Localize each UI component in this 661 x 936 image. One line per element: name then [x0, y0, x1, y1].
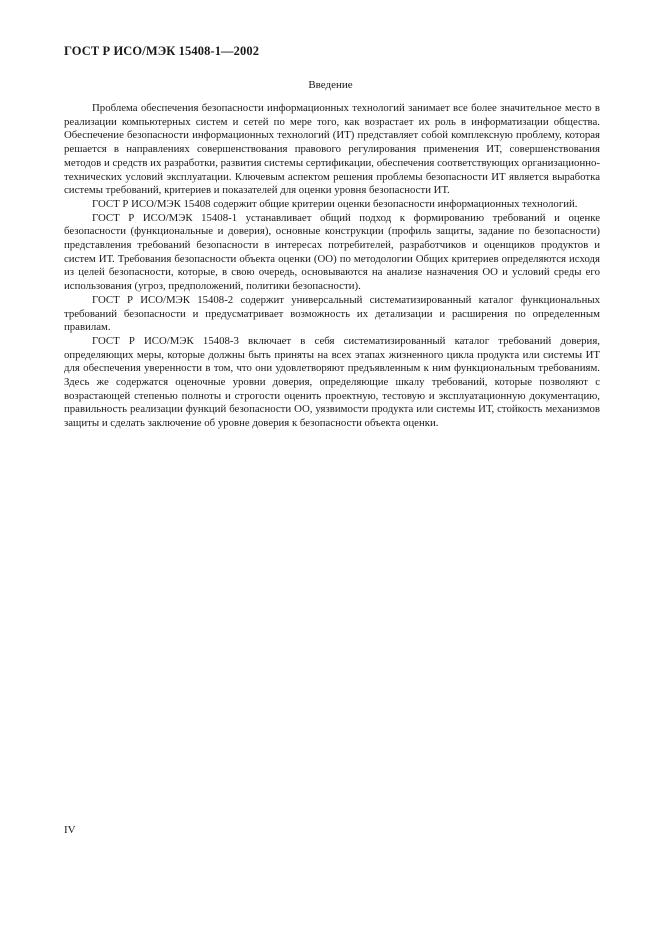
page-number: IV	[64, 824, 76, 836]
paragraph: ГОСТ Р ИСО/МЭК 15408 содержит общие критерии оценки безопасности информационных технологий.	[92, 197, 578, 210]
paragraph: ГОСТ Р ИСО/МЭК 15408-3 включает в себя систематизированный каталог требований доверия, определяющих меры, которые должны быть приняты на всех этапах жизненного цикла продукта или системы ИТ для обеспечения уверенности в том, что они удовлетворяют предъявленным к ним функциональным требованиям. Здесь же содержатся оценочные уровни доверия, определяющие шкалу требований, которые позволяют с возрастающей степенью полноты и строгости оценить проектную, тестовую и эксплуатационную документацию, правильность реализации функций безопасности ОО, уязвимости продукта или системы ИТ, стойкость механизмов защиты и сделать заключение об уровне доверия к безопасности объекта оценки.	[64, 334, 600, 430]
section-title: Введение	[308, 79, 353, 91]
body-text	[64, 102, 600, 431]
paragraph: Проблема обеспечения безопасности информационных технологий занимает все более значительное место в реализации компьютерных систем и сетей по мере того, как возрастает их роль в информатизации общества. Обеспечение безопасности информационных технологий (ИТ) представляет собой комплексную проблему, которая решается в направлениях совершенствования правового регулирования применения ИТ, совершенствования методов и средств их разработки, развития системы сертификации, обеспечения соответствующих организационно-технических условий эксплуатации. Ключевым аспектом решения проблемы безопасности ИТ является выработка системы требований, критериев и показателей для оценки уровня безопасности ИТ.	[64, 102, 600, 197]
document-header: ГОСТ Р ИСО/МЭК 15408-1—2002	[64, 44, 260, 58]
paragraph: ГОСТ Р ИСО/МЭК 15408-2 содержит универсальный систематизированный каталог функциональных требований безопасности и предусматривает возможность их детализации и расширения по определенным правилам.	[64, 293, 600, 334]
paragraph: ГОСТ Р ИСО/МЭК 15408-1 устанавливает общий подход к формированию требований и оценке безопасности (функциональные и доверия), основные конструкции (профиль защиты, задание по безопасности) представления требований безопасности в интересах потребителей, разработчиков и оценщиков продуктов и систем ИТ. Требования безопасности объекта оценки (ОО) по методологии Общих критериев определяются исходя из целей безопасности, которые, в свою очередь, основываются на анализе назначения ОО и условий среды его использования (угроз, предположений, политики безопасности).	[64, 211, 600, 293]
